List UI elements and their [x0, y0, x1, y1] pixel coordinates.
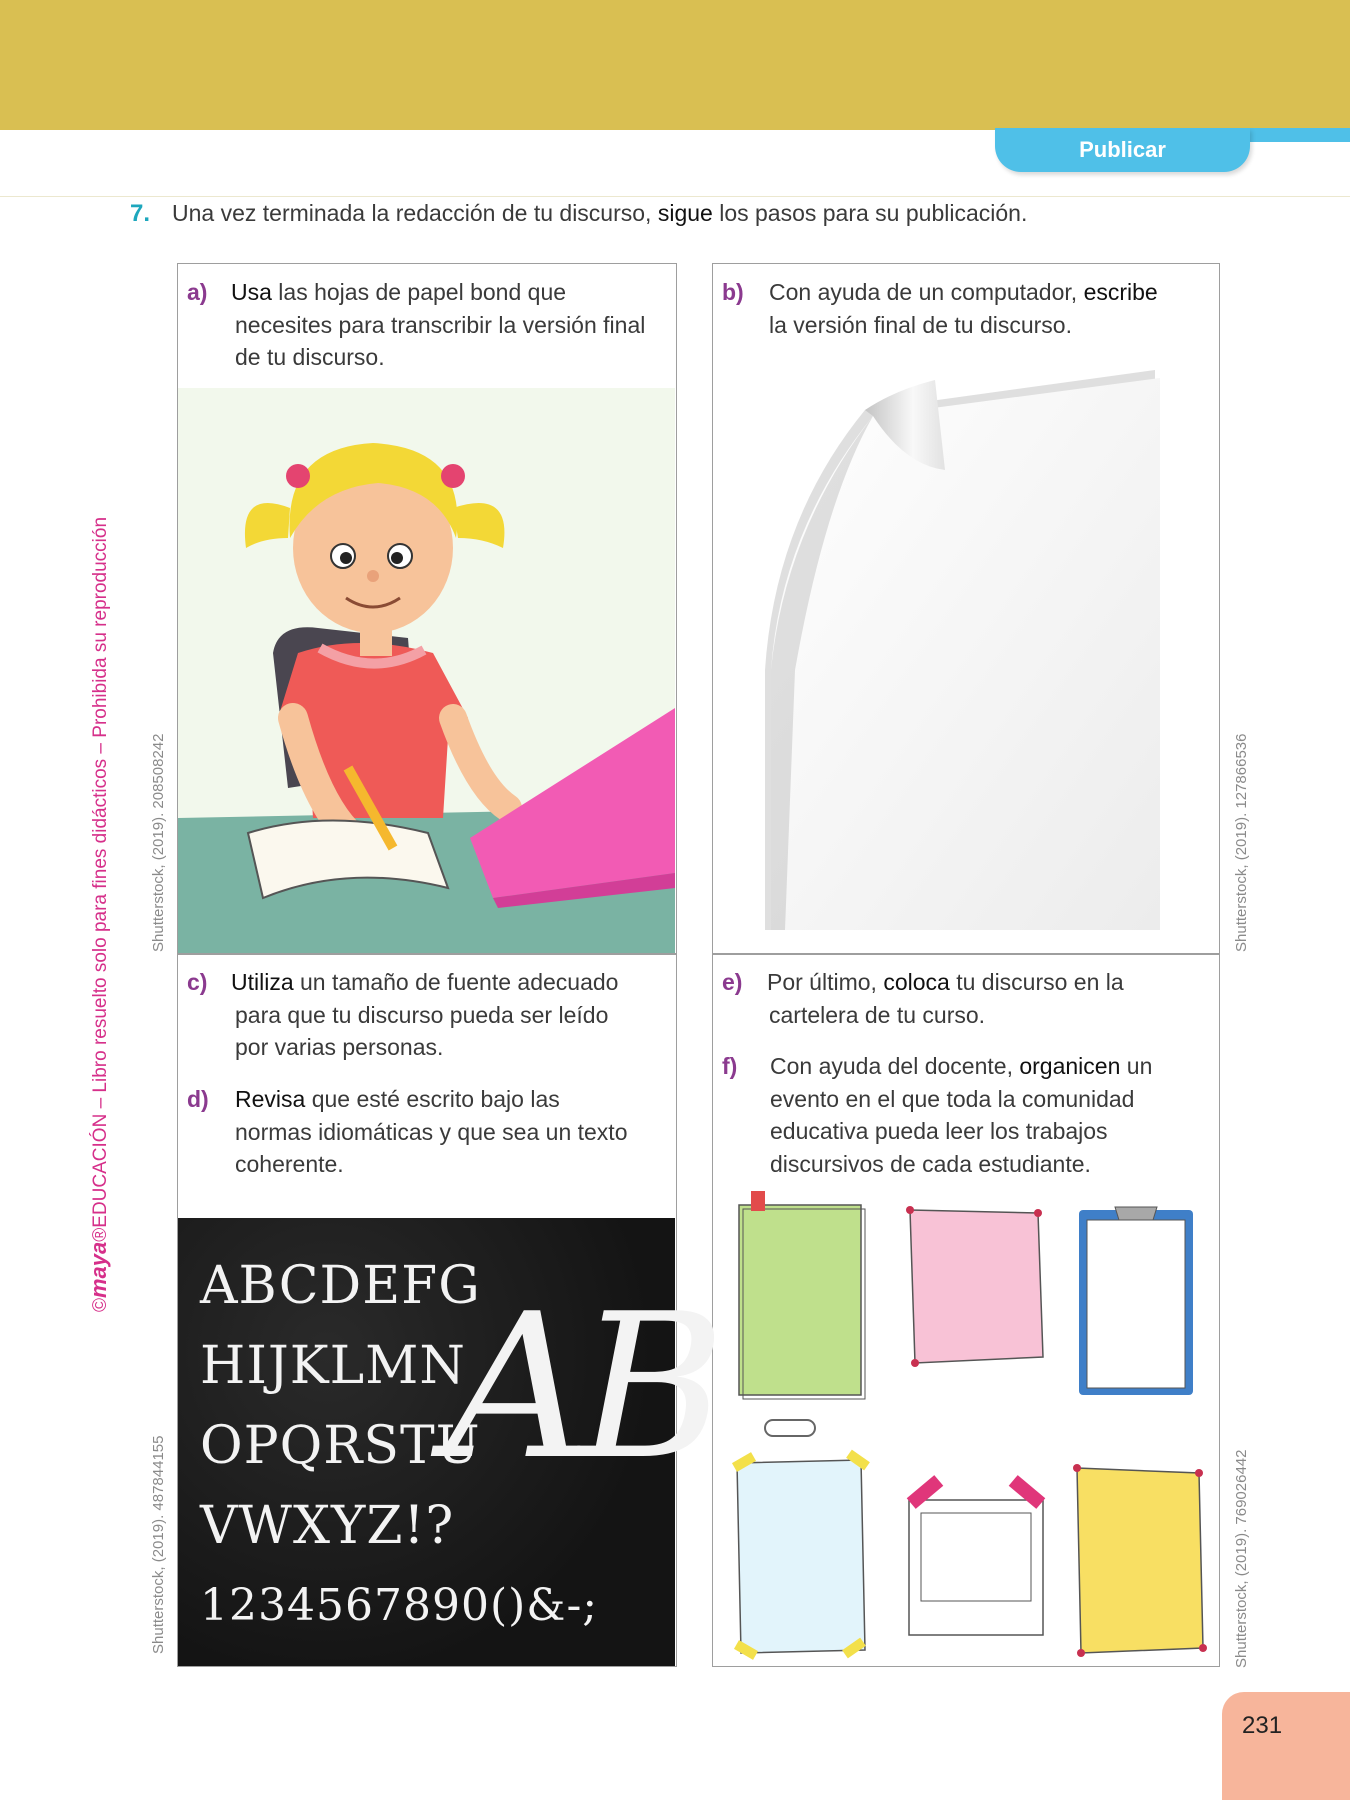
tab-strip: [1245, 128, 1350, 142]
chalk-row: 1234567890()&-;: [200, 1580, 599, 1631]
item-text: un tamaño de fuente adecuado: [300, 969, 619, 995]
question-text: [172, 200, 1027, 227]
item-keyword: coloca: [883, 969, 950, 995]
copyright-text: EDUCACIÓN – Libro resuelto solo para fines didácticos – Prohibida su reproducción: [90, 516, 111, 1228]
item-text: por varias personas.: [235, 1034, 444, 1060]
item-text: normas idiomáticas y que sea un texto: [235, 1118, 628, 1145]
question-text-post: los pasos para su publicación.: [719, 200, 1028, 226]
chalk-row: VWXYZ!?: [200, 1496, 455, 1556]
chalk-row: HIJKLMN: [200, 1336, 466, 1396]
item-letter: a): [187, 279, 208, 305]
girl-writing-illustration: [178, 388, 675, 953]
page-number: 231: [1242, 1712, 1283, 1739]
item-b: [722, 276, 1212, 341]
question-7: [130, 200, 1027, 228]
question-number: 7.: [130, 200, 151, 227]
item-keyword: escribe: [1083, 279, 1158, 305]
item-e: [722, 966, 1212, 1031]
item-text: tu discurso en la: [956, 969, 1124, 995]
bulletin-notes-illustration: [725, 1185, 1210, 1660]
item-letter: f): [722, 1053, 738, 1079]
item-text: necesites para transcribir la versión final: [235, 311, 646, 338]
image-credit-girl: Shutterstock, (2019). 208508242: [150, 733, 167, 952]
item-f: [722, 1050, 1212, 1180]
right-panel-divider: [712, 953, 1220, 955]
item-letter: c): [187, 969, 208, 995]
item-text: educativa pueda leer los trabajos: [770, 1118, 1108, 1144]
question-keyword: sigue: [657, 200, 713, 226]
item-text: un: [1126, 1053, 1153, 1079]
chalk-row: ABCDEFG: [200, 1256, 481, 1316]
item-text: para que tu discurso pueda ser leído: [235, 1001, 609, 1028]
item-a: [187, 276, 667, 374]
item-keyword: Revisa: [235, 1086, 306, 1112]
item-d: [187, 1083, 667, 1181]
question-text-pre: Una vez terminada la redacción de tu discurso,: [172, 200, 652, 226]
section-tab-publicar: [995, 128, 1250, 172]
image-credit-chalk: Shutterstock, (2019). 487844155: [150, 1435, 167, 1654]
item-text: Con ayuda del docente,: [770, 1053, 1013, 1079]
item-keyword: Usa: [231, 279, 272, 305]
item-letter: b): [722, 279, 744, 305]
item-text: la versión final de tu discurso.: [769, 311, 1072, 338]
item-text: de tu discurso.: [235, 344, 385, 370]
chalkboard-alphabet-image: [178, 1218, 714, 1666]
left-illustration-bottom: [177, 953, 677, 955]
section-tab-label: Publicar: [1079, 137, 1166, 162]
item-text: las hojas de papel bond que: [278, 279, 567, 305]
item-text: coherente.: [235, 1151, 344, 1177]
item-text: evento en el que toda la comunidad: [770, 1085, 1135, 1112]
item-text: cartelera de tu curso.: [769, 1001, 986, 1028]
item-keyword: Utiliza: [231, 969, 294, 995]
item-text: Con ayuda de un computador,: [769, 279, 1078, 305]
copyright-symbol: ©: [90, 1298, 111, 1312]
curled-paper-illustration: [755, 370, 1165, 935]
header-rule: [0, 196, 1350, 197]
item-keyword: organicen: [1019, 1053, 1121, 1079]
top-color-band: [0, 0, 1350, 130]
item-text: discursivos de cada estudiante.: [770, 1150, 1091, 1177]
page-number-tag: [1222, 1692, 1350, 1800]
brand-logo-text: maya: [86, 1241, 111, 1298]
registered-symbol: ®: [90, 1227, 111, 1242]
chalk-big-letters: AB: [446, 1271, 714, 1504]
item-letter: d): [187, 1086, 209, 1112]
image-credit-paper: Shutterstock, (2019). 127866536: [1233, 733, 1250, 952]
item-text: Por último,: [767, 969, 877, 995]
image-credit-notes: Shutterstock, (2019). 769026442: [1233, 1449, 1250, 1668]
chalk-row: OPQRSTU: [200, 1416, 481, 1476]
copyright-sidebar: [86, 517, 112, 1312]
item-c: [187, 966, 667, 1064]
item-letter: e): [722, 969, 743, 995]
item-text: que esté escrito bajo las: [311, 1086, 560, 1112]
